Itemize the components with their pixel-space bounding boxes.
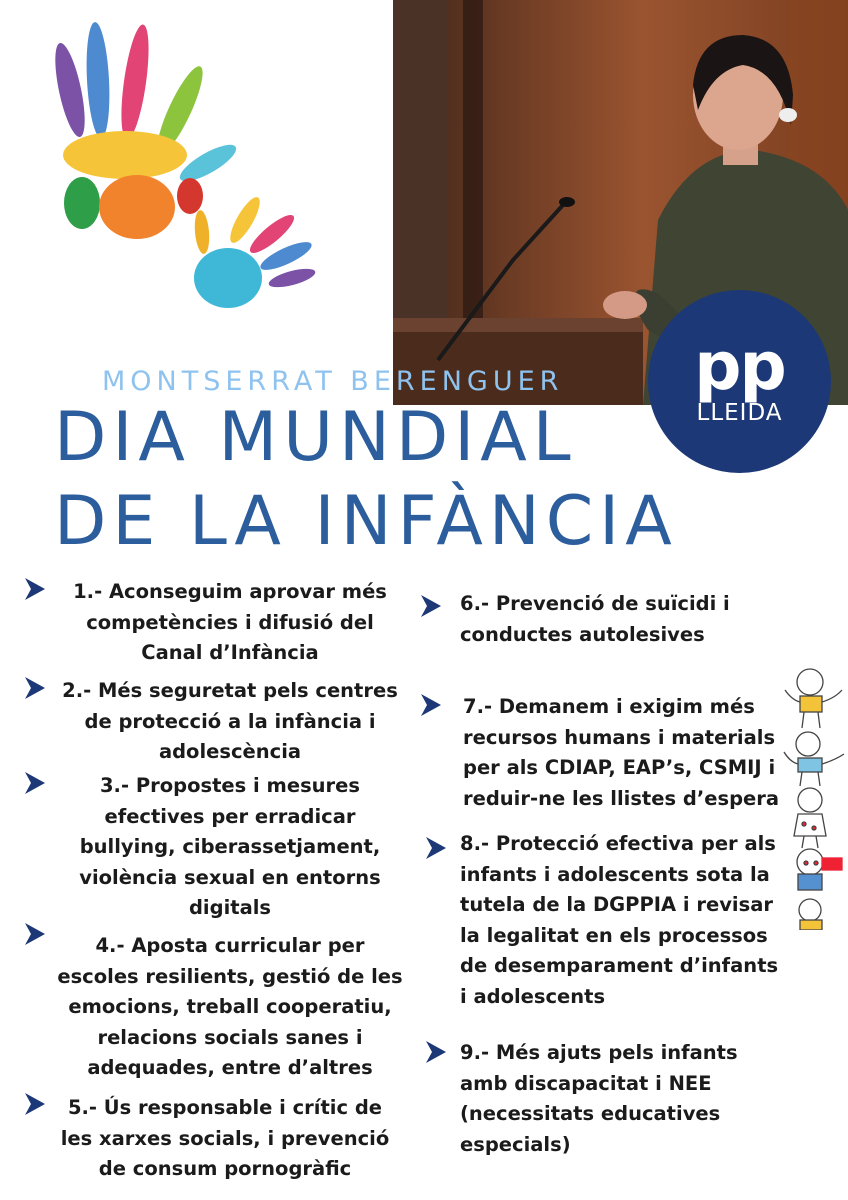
list-item-line: relacions socials sanes i: [97, 1025, 363, 1049]
list-item-line: especials): [460, 1132, 571, 1156]
page-title-line-2: DE LA INFÀNCIA: [54, 482, 678, 561]
list-item-3: [55, 771, 405, 924]
list-item-line: emocions, treball cooperatiu,: [68, 995, 392, 1018]
list-item-line: de protecció a la infància i: [84, 709, 376, 733]
list-item-4: [55, 931, 405, 1084]
page-title-line-1: DIA MUNDIAL: [54, 398, 577, 477]
arrow-bullet-icon: [425, 836, 447, 860]
list-item-line: de desemparament d’infants: [460, 954, 779, 977]
list-item-line: tutela de la DGPPIA i revisar: [460, 893, 773, 916]
list-item-line: 6.- Prevenció de suïcidi i: [460, 592, 730, 615]
list-item-line: 7.- Demanem i exigim més: [463, 695, 755, 718]
list-item-line: 2.- Més seguretat pels centres: [62, 679, 398, 702]
list-item-5: [45, 1093, 405, 1185]
arrow-bullet-icon: [24, 577, 46, 601]
list-item-2: [55, 676, 405, 768]
arrow-bullet-icon: [420, 693, 442, 717]
list-item-line: i adolescents: [460, 984, 606, 1008]
list-item-line: infants i adolescents sota la: [460, 862, 770, 886]
list-item-line: 5.- Ús responsable i crític de: [67, 1096, 383, 1119]
list-item-line: escoles resilients, gestió de les: [57, 964, 403, 988]
list-item-line: efectives per erradicar: [104, 804, 356, 828]
list-item-line: de consum pornogràfic: [98, 1157, 352, 1180]
pp-lleida-logo: [648, 290, 831, 473]
list-item-line: Canal d’Infància: [141, 641, 319, 664]
list-item-line: reduir-ne les llistes d’espera: [463, 786, 780, 810]
list-item-line: 8.- Protecció efectiva per als: [460, 832, 776, 855]
list-item-line: violència sexual en entorns: [79, 865, 381, 889]
list-item-line: conductes autolesives: [460, 622, 705, 646]
list-item-line: les xarxes socials, i prevenció: [60, 1126, 390, 1150]
children-drawing-illustration: [780, 660, 848, 930]
arrow-bullet-icon: [420, 594, 442, 618]
list-item-8: [460, 829, 785, 1012]
arrow-bullet-icon: [24, 676, 46, 700]
speaker-name: MONTSERRAT BERENGUER: [102, 366, 564, 397]
list-item-line: 4.- Aposta curricular per: [95, 934, 365, 957]
list-item-6: [460, 589, 780, 650]
list-item-line: adolescència: [158, 740, 302, 763]
list-item-line: 9.- Més ajuts pels infants: [460, 1041, 738, 1064]
list-item-line: per als CDIAP, EAP’s, CSMIJ i: [463, 756, 776, 779]
list-item-9: [460, 1038, 780, 1160]
colorful-hands-illustration: [30, 20, 330, 320]
list-item-line: bullying, ciberassetjament,: [79, 835, 381, 858]
list-item-line: digitals: [188, 896, 272, 919]
list-item-line: la legalitat en els processos: [460, 923, 768, 947]
list-item-line: adequades, entre d’altres: [87, 1056, 373, 1079]
list-item-1: [60, 577, 400, 669]
pp-logo-city: LLEIDA: [696, 400, 783, 426]
pp-logo-mark: pp: [694, 328, 785, 405]
arrow-bullet-icon: [24, 922, 46, 946]
list-item-line: (necessitats educatives: [460, 1102, 721, 1125]
list-item-line: 1.- Aconseguim aprovar més: [73, 580, 387, 603]
list-item-7: [463, 692, 783, 814]
arrow-bullet-icon: [24, 1092, 46, 1116]
arrow-bullet-icon: [24, 771, 46, 795]
list-item-line: recursos humans i materials: [463, 725, 776, 749]
list-item-line: 3.- Propostes i mesures: [99, 774, 361, 797]
list-item-line: amb discapacitat i NEE: [460, 1071, 712, 1095]
arrow-bullet-icon: [425, 1040, 447, 1064]
list-item-line: competències i difusió del: [86, 610, 374, 634]
